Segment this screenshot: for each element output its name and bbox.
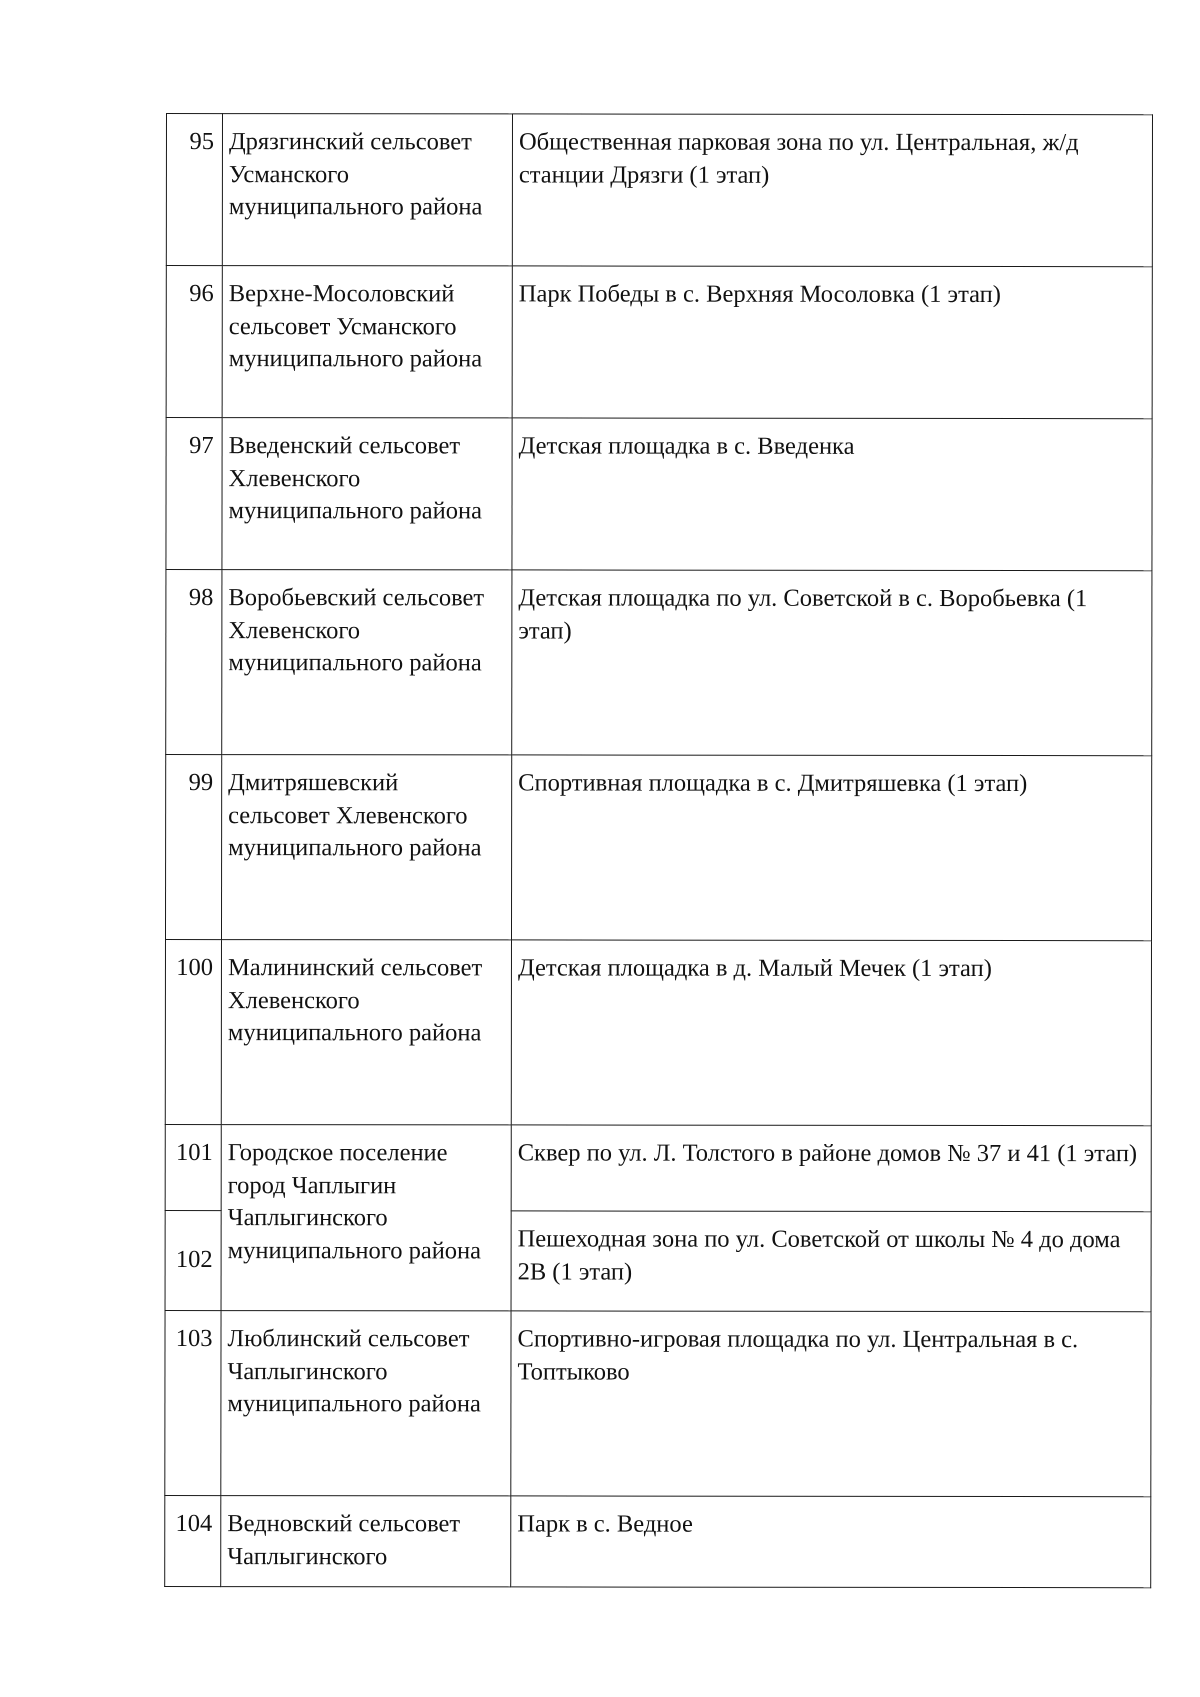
table-row bbox=[165, 1310, 1151, 1496]
table-row bbox=[166, 418, 1152, 571]
municipality-cell: Люблинский сельсовет Чаплыгинского муниципального района bbox=[221, 1311, 511, 1496]
municipality-cell: Ведновский сельсовет Чаплыгинского bbox=[221, 1496, 511, 1587]
object-cell: Детская площадка по ул. Советской в с. Воробьевка (1 этап) bbox=[512, 570, 1152, 756]
object-cell: Детская площадка в с. Введенка bbox=[512, 418, 1152, 571]
table-row bbox=[166, 114, 1152, 267]
object-cell: Парк Победы в с. Верхняя Мосоловка (1 этап) bbox=[512, 266, 1152, 419]
table-row bbox=[166, 570, 1152, 756]
object-cell: Пешеходная зона по ул. Советской от школы № 4 до дома 2В (1 этап) bbox=[511, 1211, 1151, 1312]
municipality-cell: Городское поселение город Чаплыгин Чаплыгинского муниципального района bbox=[221, 1125, 511, 1311]
object-cell: Сквер по ул. Л. Толстого в районе домов № 37 и 41 (1 этап) bbox=[511, 1125, 1151, 1212]
municipality-cell: Дмитряшевский сельсовет Хлевенского муниципального района bbox=[221, 755, 511, 940]
object-cell: Парк в с. Ведное bbox=[511, 1496, 1151, 1588]
row-number: 101 bbox=[165, 1124, 221, 1210]
row-number: 104 bbox=[165, 1495, 221, 1586]
row-number: 97 bbox=[166, 418, 222, 570]
row-number: 96 bbox=[166, 266, 222, 418]
object-cell: Спортивно-игровая площадка по ул. Центральная в с. Топтыково bbox=[511, 1311, 1151, 1497]
object-cell: Общественная парковая зона по ул. Центральная, ж/д станции Дрязги (1 этап) bbox=[512, 114, 1152, 267]
row-number: 99 bbox=[165, 755, 221, 940]
row-number: 98 bbox=[166, 570, 222, 755]
row-number: 95 bbox=[166, 114, 222, 266]
table-row bbox=[165, 755, 1151, 941]
table-row bbox=[166, 266, 1152, 419]
row-number: 100 bbox=[165, 940, 221, 1125]
municipality-cell: Дрязгинский сельсовет Усманского муниципального района bbox=[222, 114, 512, 266]
object-cell: Детская площадка в д. Малый Мечек (1 этап) bbox=[511, 940, 1151, 1126]
municipality-cell: Введенский сельсовет Хлевенского муниципального района bbox=[222, 418, 512, 570]
municipality-cell: Воробьевский сельсовет Хлевенского муниципального района bbox=[222, 570, 512, 755]
municipal-objects-table bbox=[164, 113, 1153, 1588]
municipality-cell: Малининский сельсовет Хлевенского муниципального района bbox=[221, 940, 511, 1125]
table-row bbox=[165, 1124, 1151, 1211]
row-number: 103 bbox=[165, 1310, 221, 1495]
table-row bbox=[165, 1495, 1151, 1587]
municipality-cell: Верхне-Мосоловский сельсовет Усманского муниципального района bbox=[222, 266, 512, 418]
object-cell: Спортивная площадка в с. Дмитряшевка (1 этап) bbox=[511, 755, 1151, 941]
table-row bbox=[165, 940, 1151, 1126]
row-number: 102 bbox=[165, 1210, 221, 1310]
